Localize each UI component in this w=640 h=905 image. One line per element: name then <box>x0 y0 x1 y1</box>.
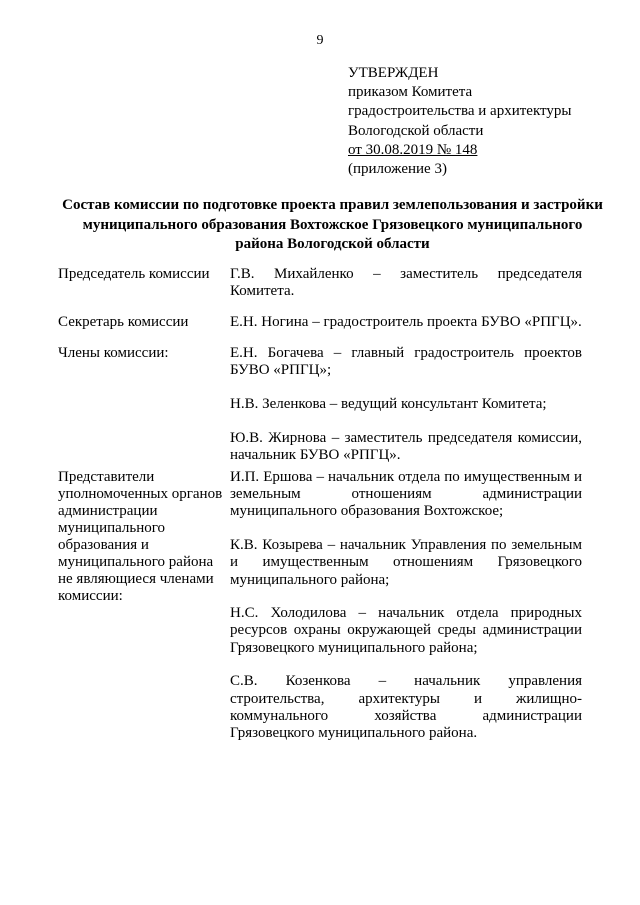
member-entry: Г.В. Михайленко – заместитель председателя Комитета. <box>230 266 582 300</box>
role-label: Секретарь комиссии <box>58 314 189 330</box>
members-list <box>230 345 582 481</box>
approval-order-date: от 30.08.2019 № 148 <box>348 141 478 158</box>
member-entry: Е.Н. Ногина – градостроитель проекта БУВО «РПГЦ». <box>230 314 582 330</box>
member-entry: Н.С. Холодилова – начальник отдела природных ресурсов охраны окружающей среды администрации Грязовецкого муниципального района; <box>230 605 582 656</box>
role-label: Члены комиссии: <box>58 345 169 361</box>
members-list <box>230 266 582 317</box>
approval-appendix: (приложение 3) <box>348 161 447 178</box>
document-title: Состав комиссии по подготовке проекта правил землепользования и застройки муниципального образования Вохтожское Грязовецкого муниципального района Вологодской области <box>62 197 603 252</box>
member-entry: К.В. Козырева – начальник Управления по земельным и имущественным отношениям Грязовецкого муниципального района; <box>230 537 582 588</box>
approval-heading: УТВЕРЖДЕН <box>348 65 439 81</box>
members-list <box>230 469 582 759</box>
member-entry: Е.Н. Богачева – главный градостроитель проектов БУВО «РПГЦ»; <box>230 345 582 379</box>
approval-line: градостроительства и архитектуры <box>348 103 572 120</box>
role-label: Председатель комиссии <box>58 266 210 282</box>
member-entry: Н.В. Зеленкова – ведущий консультант Комитета; <box>230 395 547 412</box>
member-entry: С.В. Козенкова – начальник управления строительства, архитектуры и жилищно-коммунального хозяйства администрации Грязовецкого муниципального района. <box>230 673 582 741</box>
role-label: Представители уполномоченных органов администрации муниципального образования и муниципального района не являющиеся членами комиссии: <box>58 469 223 604</box>
approval-line: приказом Комитета <box>348 84 473 101</box>
members-list <box>230 314 582 348</box>
approval-block <box>348 64 571 179</box>
page-number: 9 <box>316 33 324 48</box>
member-entry: Ю.В. Жирнова – заместитель председателя комиссии, начальник БУВО «РПГЦ». <box>230 429 582 463</box>
approval-line: Вологодской области <box>348 122 484 139</box>
member-entry: И.П. Ершова – начальник отдела по имущественным и земельным отношениям администрации муниципального образования Вохтожское; <box>230 469 582 520</box>
